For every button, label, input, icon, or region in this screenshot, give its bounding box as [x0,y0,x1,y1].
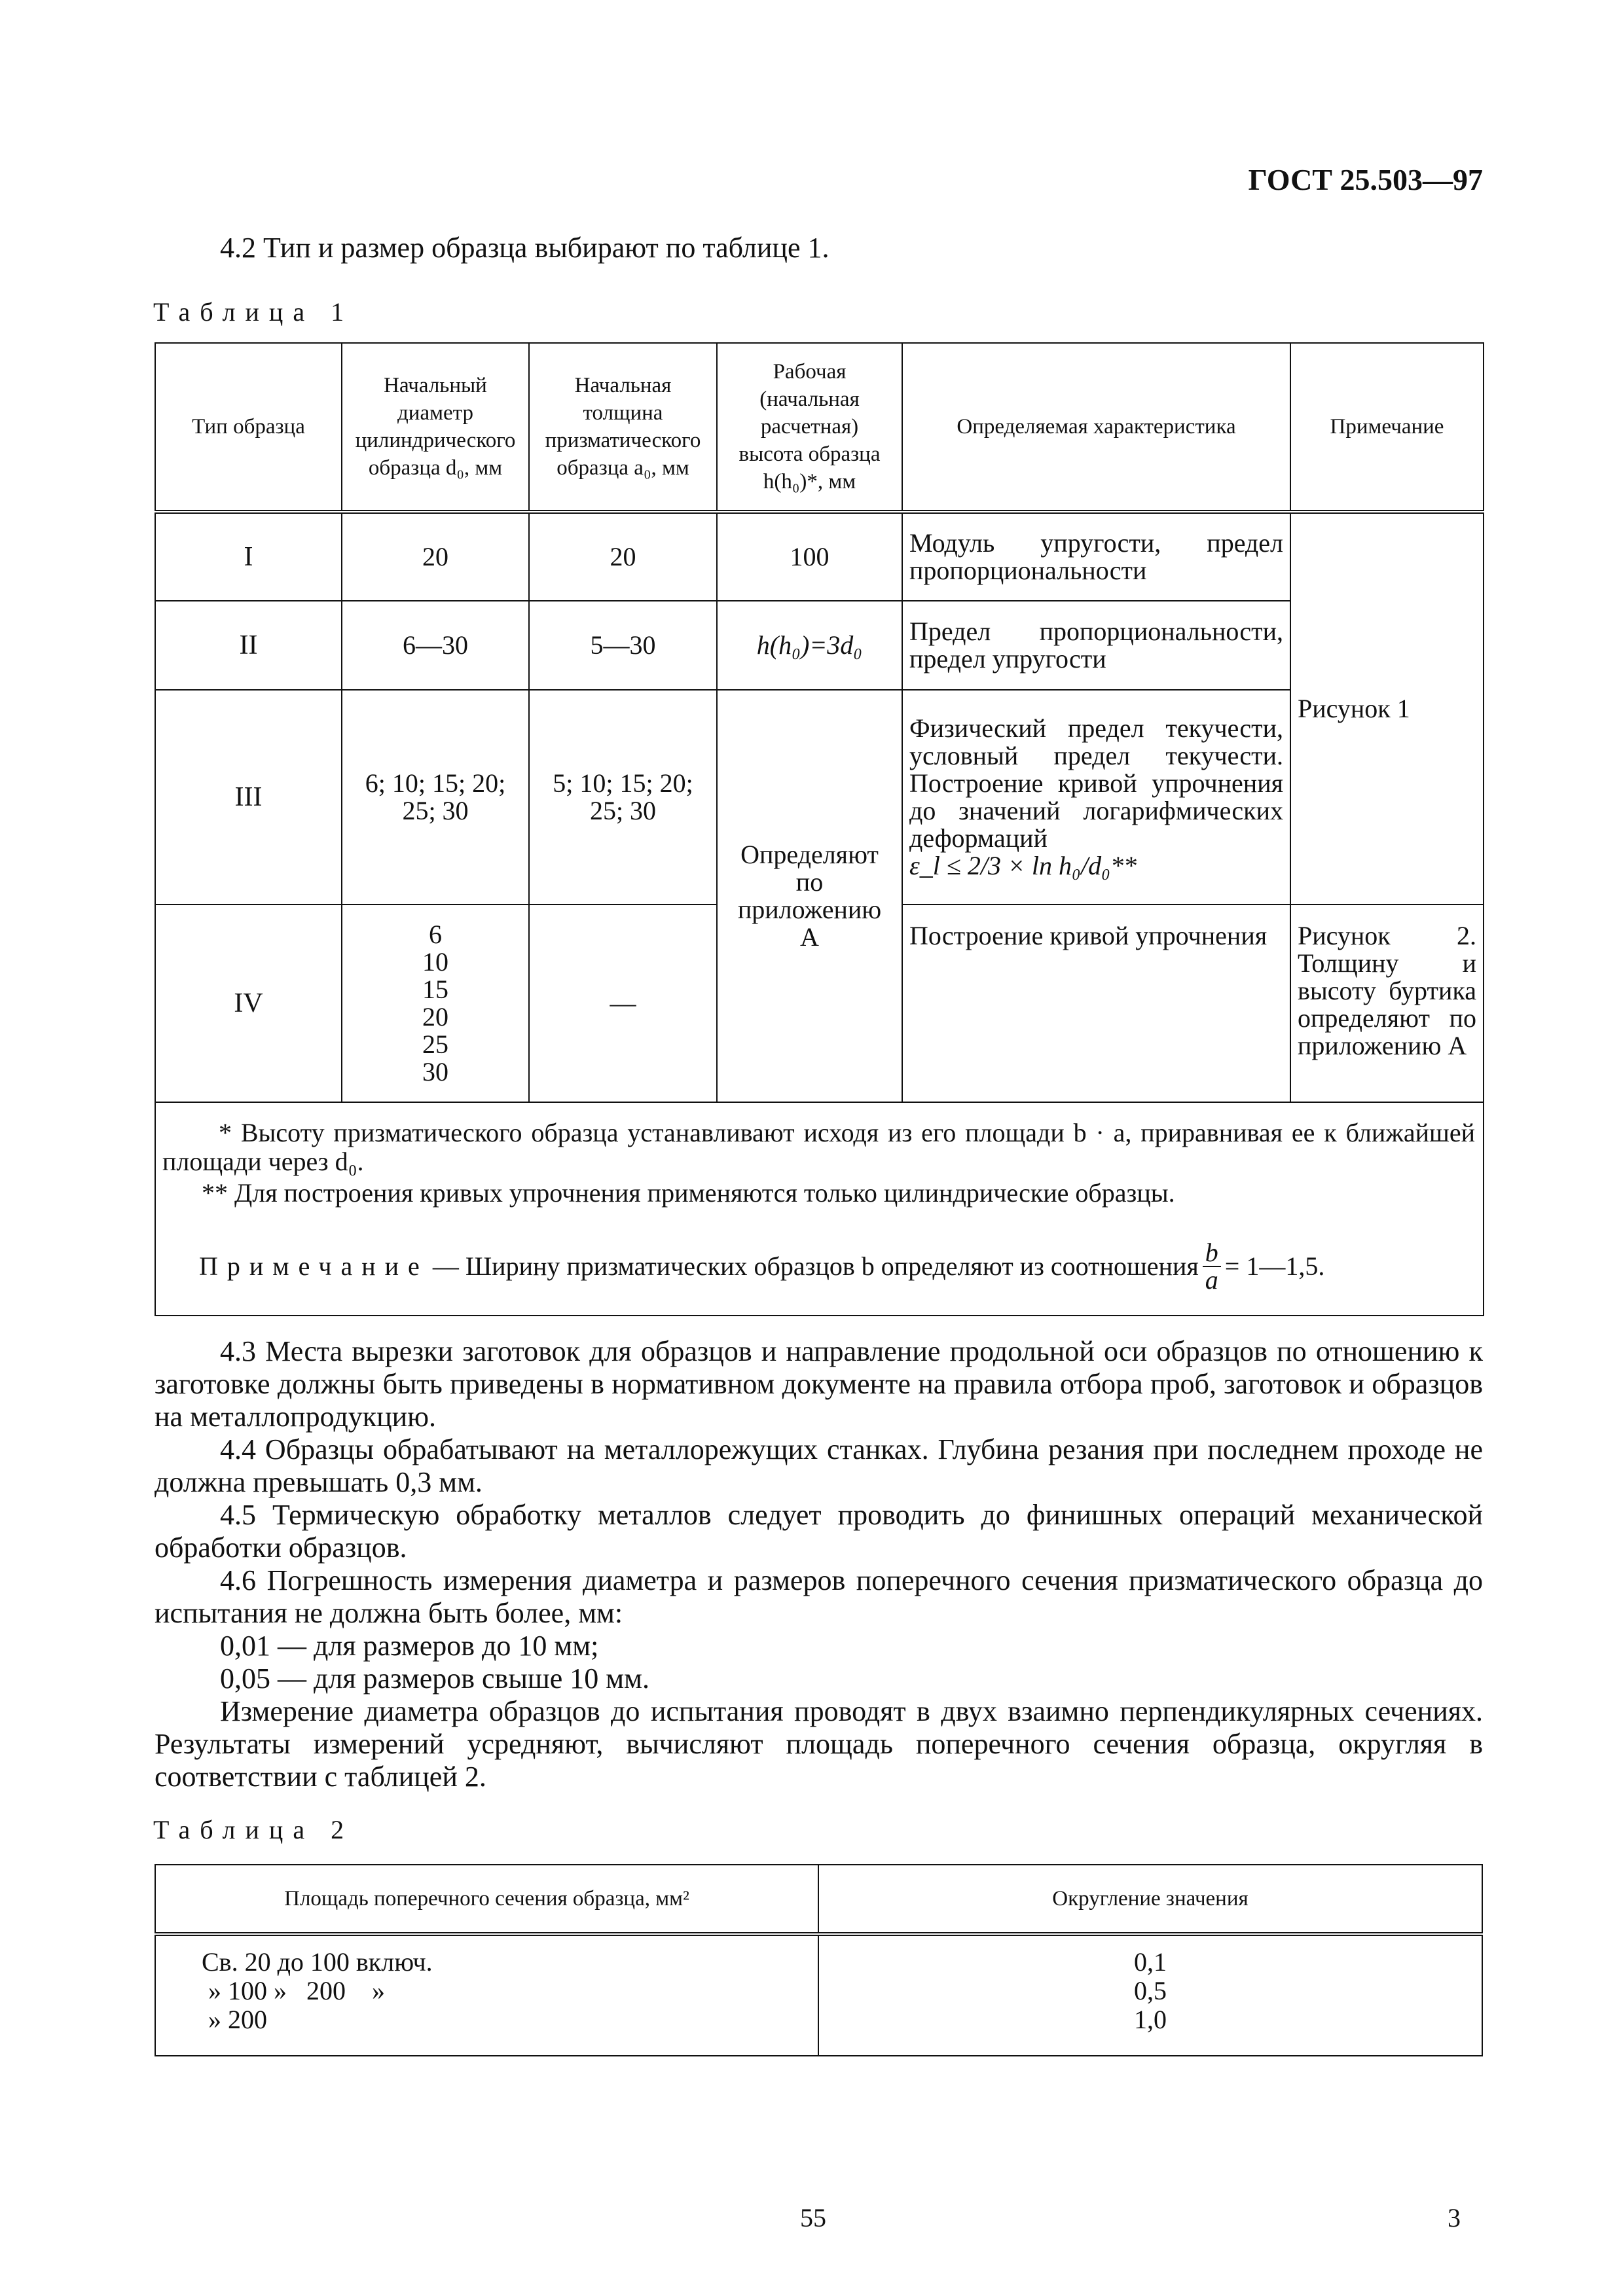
paragraph-4-6-text: 4.6 Погрешность измерения диаметра и размеров поперечного сечения призматического образца до испытания не должна быть более, мм: [155,1564,1483,1629]
header-thickness-l2: толщина [583,401,663,425]
row-IV-diameter [342,905,529,1102]
header-thickness-l3: призматического [545,429,701,452]
row-II-characteristic: Предел пропорциональности, предел упругости [902,601,1290,690]
header-diameter-l1: Начальный [384,374,487,397]
row-I-height: 100 [717,512,902,601]
footnote-2: ** Для построения кривых упрочнения применяются только цилиндрические образцы. [202,1178,1175,1208]
row-I-thickness: 20 [529,512,717,601]
ratio-denominator: a [1205,1265,1218,1295]
row-III-characteristic-text: Физический предел текучести, условный предел текучести. Построение кривой упрочнения до значений логарифмических деформаций [909,713,1283,853]
table-2 [155,1864,1483,2056]
note-label: Примечание [199,1251,429,1281]
row-III-diameter: 6; 10; 15; 20; 25; 30 [342,690,529,905]
header-diameter-l2: диаметр [397,401,473,425]
log-strain-formula: ε_l ≤ 2/3 × ln h₀/d₀** [909,851,1137,880]
header-characteristic: Определяемая характеристика [902,343,1290,512]
row-IV-diameter-4: 20 [422,1002,448,1031]
paragraph-4-4 [155,1433,1483,1499]
header-height-l4: высота образца [739,442,881,466]
paragraph-4-3 [155,1335,1483,1433]
header-thickness-l1: Начальная [574,374,672,397]
row-IV-diameter-1: 6 [429,920,442,949]
row-IV-thickness: — [529,905,717,1102]
paragraph-4-6-b-text: 0,05 — для размеров свыше 10 мм. [220,1662,649,1695]
table-cell: 0,5 [1134,1976,1167,2005]
table-row-III [155,690,1484,905]
header-thickness [529,343,717,512]
row-IV-diameter-2: 10 [422,947,448,977]
row-III-thickness: 5; 10; 15; 20; 25; 30 [529,690,717,905]
table-row-I [155,512,1484,601]
row-IV-note: Рисунок 2. Толщину и высоту буртика определяют по приложению А [1290,905,1484,1102]
header-diameter-l3: цилиндрического [355,429,516,452]
table-row: » 100 » 200 » [208,1976,385,2005]
table-2-area-ranges [155,1934,818,2056]
page-number: 55 [800,2203,826,2233]
paragraph-4-4-text: 4.4 Образцы обрабатывают на металлорежущих станках. Глубина резания при последнем проходе не должна превышать 0,3 мм. [155,1433,1483,1498]
row-II-thickness: 5—30 [529,601,717,690]
table-1-footnotes [155,1102,1484,1316]
row-IV-diameter-3: 15 [422,975,448,1004]
header-type: Тип образца [155,343,342,512]
row-I-characteristic: Модуль упругости, предел пропорциональности [902,512,1290,601]
row-I-type: I [155,512,342,601]
ratio-numerator: b [1203,1240,1221,1267]
paragraph-4-6-a [155,1630,1483,1662]
header-note: Примечание [1290,343,1484,512]
table-row: Св. 20 до 100 включ. [202,1947,433,1977]
table-1-footnotes-row [155,1102,1484,1316]
section-4-2: 4.2 Тип и размер образца выбирают по таблице 1. [220,232,830,264]
row-II-type: II [155,601,342,690]
header-thickness-l4: образца a₀, мм [556,456,689,480]
document-code: ГОСТ 25.503—97 [1248,163,1483,196]
row-IV-diameter-6: 30 [422,1057,448,1086]
paragraph-4-6 [155,1564,1483,1630]
row-III-type: III [155,690,342,905]
table-2-header-area: Площадь поперечного сечения образца, мм² [155,1865,818,1934]
table-2-caption: Таблица 2 [153,1815,354,1844]
table-1-caption: Таблица 1 [153,297,354,327]
header-height [717,343,902,512]
header-height-l2: (начальная [759,387,860,411]
table-2-header-row [155,1865,1482,1934]
paragraph-4-6-c-text: Измерение диаметра образцов до испытания проводят в двух взаимно перпендикулярных сечениях. Результаты измерений усредняют, вычисляют площадь поперечного сечения образца, округляя в соответствии с таблицей 2. [155,1695,1483,1793]
height-by-appendix: Определяют по приложению А [717,690,902,1102]
note-value: = 1—1,5. [1224,1251,1325,1281]
paragraph-4-6-c [155,1695,1483,1793]
header-height-l1: Рабочая [773,360,847,384]
footnote-1: * Высоту призматического образца устанавливают исходя из его площади b · a, приравнивая ее к ближайшей площади через d₀. [162,1118,1475,1176]
table-cell: 0,1 [1134,1947,1167,1977]
paragraph-4-5 [155,1499,1483,1564]
row-IV-type: IV [155,905,342,1102]
paragraph-4-6-a-text: 0,01 — для размеров до 10 мм; [220,1630,599,1662]
row-II-height: h(h₀)=3d₀ [717,601,902,690]
table-cell: 1,0 [1134,2005,1167,2034]
table-1-header-row [155,343,1484,512]
sheet-number: 3 [1448,2203,1461,2233]
row-IV-diameter-5: 25 [422,1030,448,1059]
paragraph-4-6-b [155,1662,1483,1695]
table-2-header-rounding: Округление значения [818,1865,1482,1934]
note-text: — Ширину призматических образцов b определяют из соотношения [432,1251,1199,1281]
table-1 [155,342,1484,1316]
table-2-body-row [155,1934,1482,2056]
row-I-diameter: 20 [342,512,529,601]
row-III-characteristic [902,690,1290,905]
paragraph-4-5-text: 4.5 Термическую обработку металлов следует проводить до финишных операций механической обработки образцов. [155,1499,1483,1564]
table-row-II [155,601,1484,690]
table-1-note [199,1227,1324,1306]
header-height-l3: расчетная) [760,415,859,439]
header-diameter-l4: образца d₀, мм [368,456,503,480]
note-figure-1: Рисунок 1 [1290,512,1484,905]
row-IV-characteristic: Построение кривой упрочнения [902,905,1290,1102]
header-height-l5: h(h₀)*, мм [763,470,856,493]
row-II-diameter: 6—30 [342,601,529,690]
ratio-fraction [1203,1240,1221,1293]
table-row: » 200 [208,2005,267,2034]
header-diameter [342,343,529,512]
table-2-rounding-values [818,1934,1482,2056]
paragraph-4-3-text: 4.3 Места вырезки заготовок для образцов и направление продольной оси образцов по отношению к заготовке должны быть приведены в нормативном документе на правила отбора проб, заготовок и образцов на металлопродукцию. [155,1335,1483,1433]
